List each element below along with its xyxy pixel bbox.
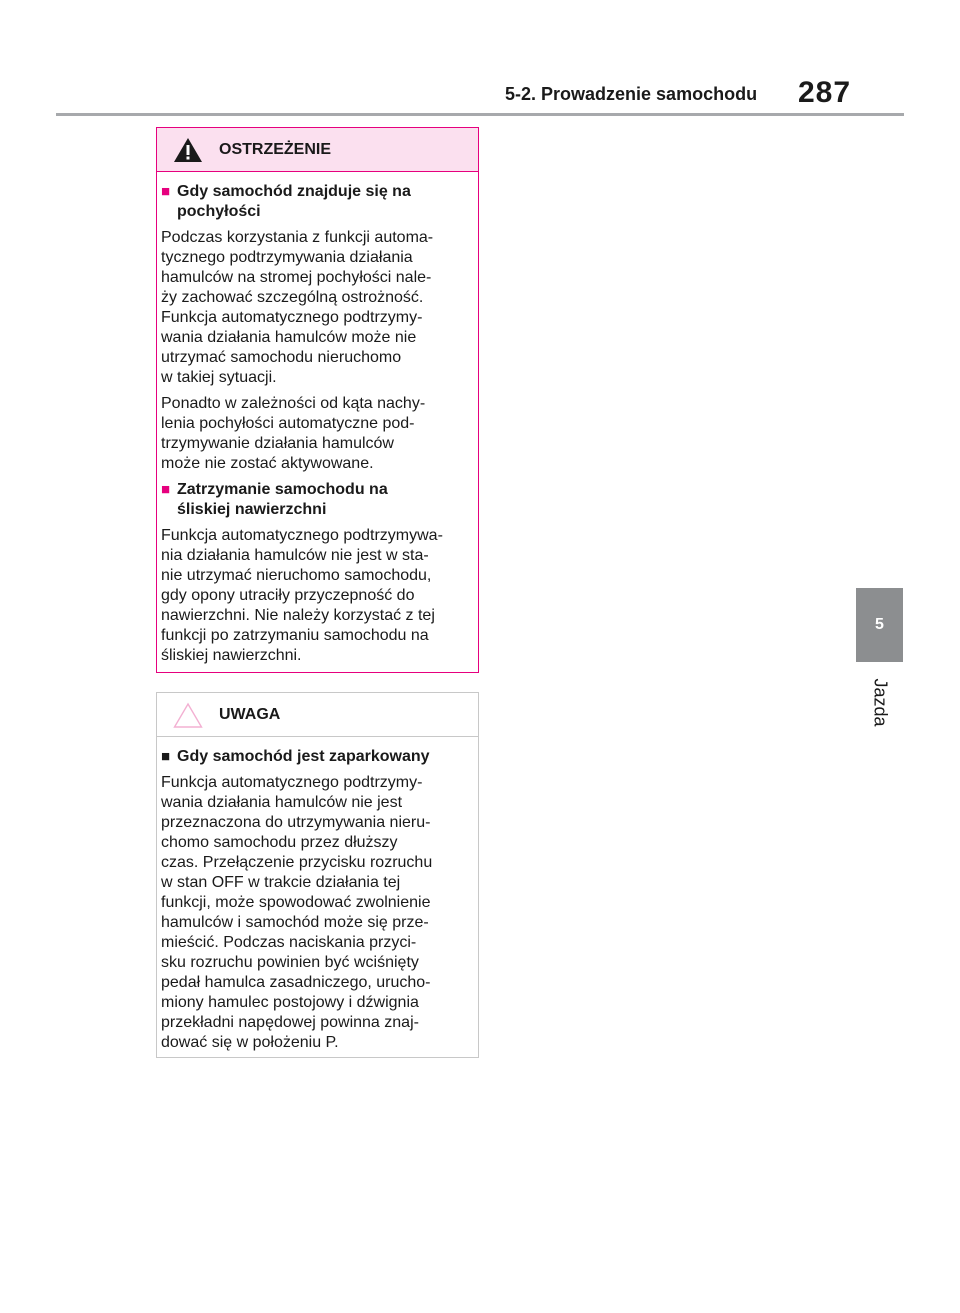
bullet-square-icon: ■ xyxy=(161,748,171,765)
warning-paragraph: Funkcja automatycznego podtrzymywa- nia działania hamulców nie jest w sta- nie utrzymać nieruchomo samochodu, gdy opony utraciły przyczepność do nawierzchni. Nie należy korzystać z tej funkcji po zatrzymaniu samochodu na śliskiej nawierzchni. xyxy=(161,527,443,664)
header-rule xyxy=(56,113,904,116)
chapter-label-wrap xyxy=(860,672,900,732)
notice-subheading-parked xyxy=(161,747,474,767)
running-header-section: 5-2. Prowadzenie samochodu xyxy=(505,84,758,104)
bullet-square-icon: ■ xyxy=(161,481,171,498)
warning-box-title: OSTRZEŻENIE xyxy=(219,140,332,158)
warning-subheading-slippery xyxy=(161,480,474,520)
notice-paragraph: Funkcja automatycznego podtrzymy- wania działania hamulców nie jest przeznaczona do utrzymywania nieru- chomo samochodu przez dłuższy czas. Przełączenie przycisku rozruchu w stan OFF w trakcie działania tej funkcji, może spowodować zwolnienie hamulców i samochód może się prze- mieścić. Podczas naciskania przyci- sku rozruchu powinien być wciśnięty pedał hamulca zasadniczego, urucho- miony hamulec postojowy i dźwignia przekładni napędowej powinna znaj- dować się w położeniu P. xyxy=(161,774,433,1051)
warning-triangle-icon xyxy=(173,137,203,163)
caution-triangle-outline-icon xyxy=(173,702,203,728)
subheading-text: Gdy samochód jest zaparkowany xyxy=(177,748,430,765)
warning-box xyxy=(156,127,479,673)
warning-box-body xyxy=(157,172,478,666)
chapter-label: Jazda xyxy=(870,677,891,727)
chapter-tab xyxy=(856,588,903,662)
warning-box-header xyxy=(157,128,478,172)
subheading-text: Zatrzymanie samochodu na śliskiej nawierzchni xyxy=(177,481,388,518)
page-number: 287 xyxy=(798,76,852,109)
subheading-text: Gdy samochód znajduje się na pochyłości xyxy=(177,183,411,220)
warning-paragraph: Podczas korzystania z funkcji automa- tycznego podtrzymywania działania hamulców na stromej pochyłości nale- ży zachować szczególną ostrożność. Funkcja automatycznego podtrzymy- wania działania hamulców może nie utrzymać samochodu nieruchomo w takiej sytuacji. xyxy=(161,229,434,386)
notice-box-title: UWAGA xyxy=(219,705,281,723)
warning-subheading-slope xyxy=(161,182,474,222)
notice-box-body xyxy=(157,737,478,1053)
notice-box xyxy=(156,692,479,1058)
warning-paragraph: Ponadto w zależności od kąta nachy- lenia pochyłości automatyczne pod- trzymywanie działania hamulców może nie zostać aktywowane. xyxy=(161,395,426,472)
notice-box-header xyxy=(157,693,478,737)
chapter-number: 5 xyxy=(875,616,884,633)
bullet-square-icon: ■ xyxy=(161,183,171,200)
